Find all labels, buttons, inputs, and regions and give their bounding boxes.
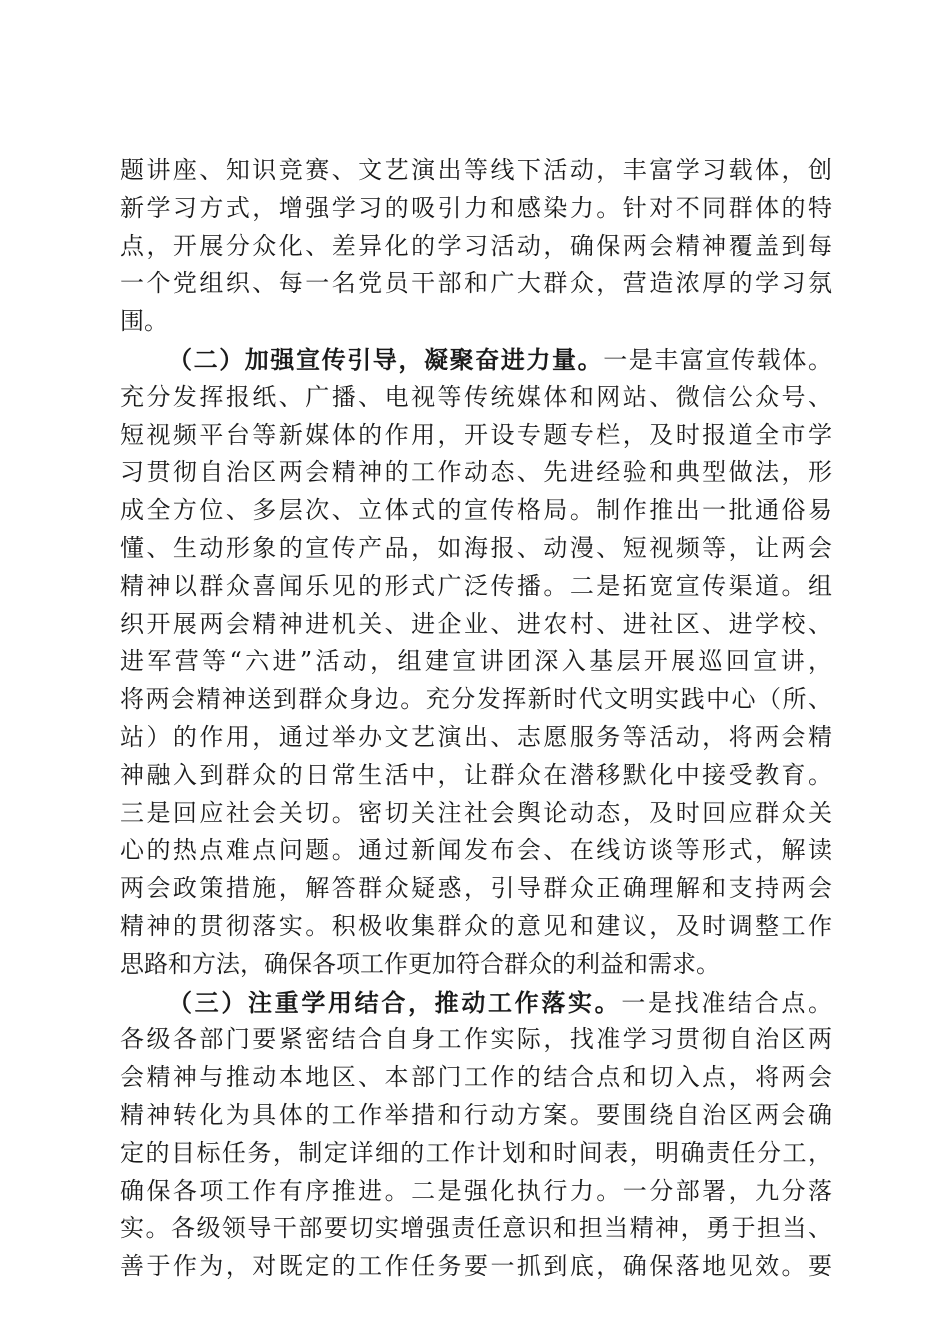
- text-line: 成全方位、多层次、立体式的宣传格局。制作推出一批通俗易: [120, 496, 832, 525]
- text-line: 定的目标任务，制定详细的工作计划和时间表，明确责任分工，: [120, 1138, 832, 1167]
- text-line: 懂、生动形象的宣传产品，如海报、动漫、短视频等，让两会: [120, 533, 832, 562]
- paragraph-study-activities: [120, 152, 832, 341]
- section-heading: （三）注重学用结合，推动工作落实。: [168, 987, 622, 1017]
- text-run: 一是找准结合点。: [621, 988, 833, 1017]
- text-line: 习贯彻自治区两会精神的工作动态、先进经验和典型做法，形: [120, 458, 832, 487]
- text-line: 精神以群众喜闻乐见的形式广泛传播。二是拓宽宣传渠道。组: [120, 571, 832, 600]
- text-line: 围。: [120, 307, 168, 336]
- text-line: 题讲座、知识竞赛、文艺演出等线下活动，丰富学习载体，创: [120, 156, 832, 184]
- document-body: [120, 152, 832, 1286]
- text-line: 各级各部门要紧密结合自身工作实际，找准学习贯彻自治区两: [120, 1025, 832, 1054]
- text-line: 新学习方式，增强学习的吸引力和感染力。针对不同群体的特: [120, 193, 832, 222]
- text-line: 神融入到群众的日常生活中，让群众在潜移默化中接受教育。: [120, 760, 832, 789]
- text-line: 实。各级领导干部要切实增强责任意识和担当精神，勇于担当、: [120, 1214, 832, 1243]
- text-line: 站）的作用，通过举办文艺演出、志愿服务等活动，将两会精: [120, 722, 832, 751]
- text-line: 精神的贯彻落实。积极收集群众的意见和建议，及时调整工作: [120, 911, 832, 940]
- text-line: 善于作为，对既定的工作任务要一抓到底，确保落地见效。要: [120, 1252, 832, 1281]
- text-line: 进军营等“六进”活动，组建宣讲团深入基层开展巡回宣讲，: [120, 647, 832, 676]
- text-line: 充分发挥报纸、广播、电视等传统媒体和网站、微信公众号、: [120, 382, 832, 411]
- text-line: 会精神与推动本地区、本部门工作的结合点和切入点，将两会: [120, 1063, 832, 1092]
- text-line: 一个党组织、每一名党员干部和广大群众，营造浓厚的学习氛: [120, 269, 832, 298]
- paragraph-first-line: [120, 984, 832, 1022]
- paragraph-first-line: [120, 341, 832, 379]
- text-line: 两会政策措施，解答群众疑惑，引导群众正确理解和支持两会: [120, 874, 832, 903]
- text-line: 心的热点难点问题。通过新闻发布会、在线访谈等形式，解读: [120, 836, 832, 865]
- paragraph-learning-application: [120, 984, 832, 1286]
- text-line: 将两会精神送到群众身边。充分发挥新时代文明实践中心（所、: [120, 685, 832, 714]
- text-line: 短视频平台等新媒体的作用，开设专题专栏，及时报道全市学: [120, 420, 832, 449]
- section-heading: （二）加强宣传引导，凝聚奋进力量。: [168, 344, 604, 374]
- text-line: 确保各项工作有序推进。二是强化执行力。一分部署，九分落: [120, 1176, 832, 1205]
- text-line: 织开展两会精神进机关、进企业、进农村、进社区、进学校、: [120, 609, 832, 638]
- text-line: 精神转化为具体的工作举措和行动方案。要围绕自治区两会确: [120, 1100, 832, 1129]
- text-line: 思路和方法，确保各项工作更加符合群众的利益和需求。: [120, 949, 720, 978]
- text-line: 点，开展分众化、差异化的学习活动，确保两会精神覆盖到每: [120, 231, 832, 260]
- paragraph-publicity-guidance: [120, 341, 832, 984]
- text-line: 三是回应社会关切。密切关注社会舆论动态，及时回应群众关: [120, 798, 832, 827]
- text-run: 一是丰富宣传载体。: [603, 345, 833, 374]
